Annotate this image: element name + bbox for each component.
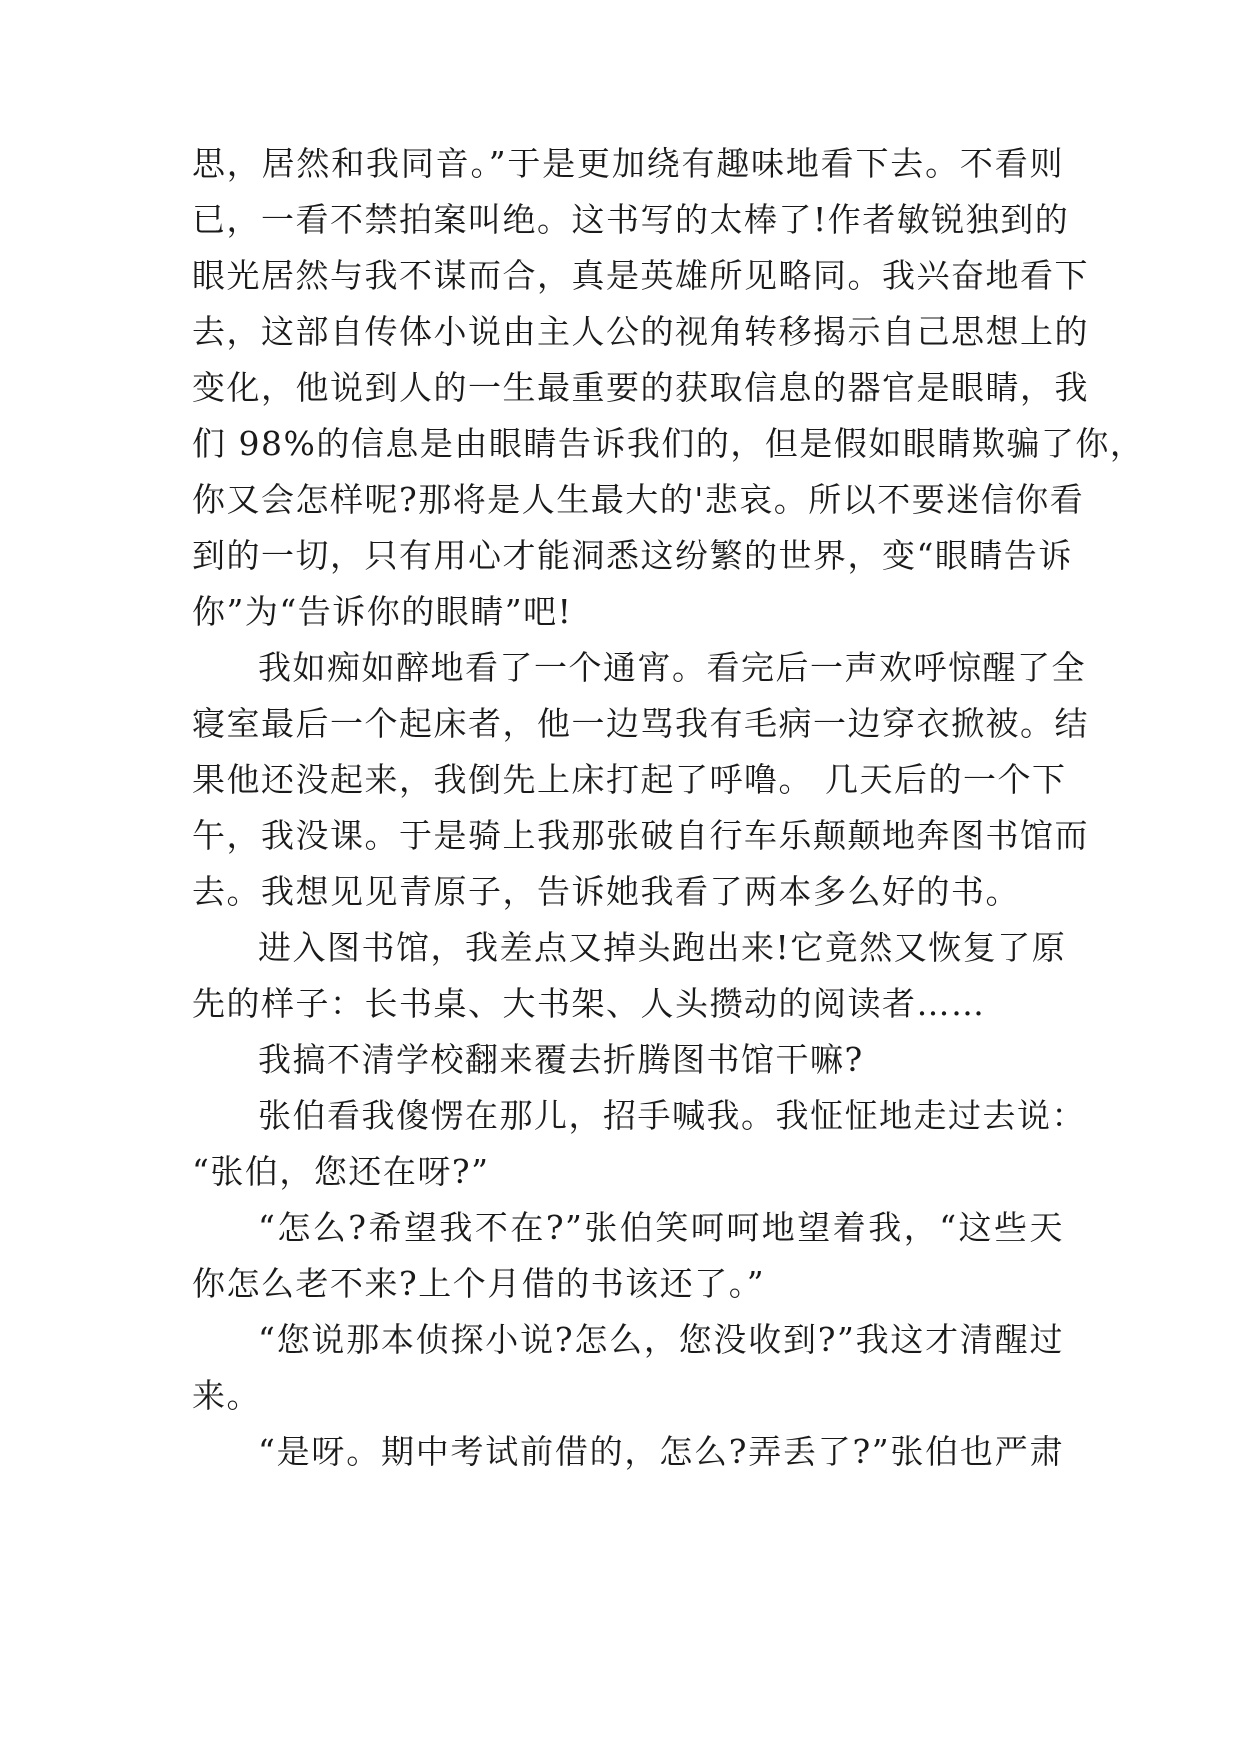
text-line: 思，居然和我同音。”于是更加绕有趣味地看下去。不看则	[192, 144, 1064, 183]
text-line: 眼光居然与我不谋而合，真是英雄所见略同。我兴奋地看下	[192, 256, 1089, 295]
text-line: 寝室最后一个起床者，他一边骂我有毛病一边穿衣掀被。结	[192, 704, 1089, 743]
text-line: 去。我想见见青原子，告诉她我看了两本多么好的书。	[192, 872, 1020, 911]
text-line: 你又会怎样呢?那将是人生最大的'悲哀。所以不要迷信你看	[192, 480, 1085, 519]
text-line: 我如痴如醉地看了一个通宵。看完后一声欢呼惊醒了全	[258, 648, 1086, 687]
text-line: 到的一切，只有用心才能洞悉这纷繁的世界，变“眼睛告诉	[192, 536, 1073, 575]
text-line: 果他还没起来，我倒先上床打起了呼噜。 几天后的一个下	[192, 760, 1067, 799]
text-line: 午，我没课。于是骑上我那张破自行车乐颠颠地奔图书馆而	[192, 816, 1089, 855]
text-line: “怎么?希望我不在?”张伯笑呵呵地望着我，“这些天	[258, 1208, 1064, 1247]
text-line: “张伯，您还在呀?”	[192, 1152, 490, 1191]
text-line: “是呀。期中考试前借的，怎么?弄丢了?”张伯也严肃	[258, 1432, 1064, 1471]
text-line: 们 98%的信息是由眼睛告诉我们的，但是假如眼睛欺骗了你，	[192, 424, 1145, 463]
text-line: 你”为“告诉你的眼睛”吧!	[192, 592, 573, 631]
text-line: 去，这部自传体小说由主人公的视角转移揭示自己思想上的	[192, 312, 1089, 351]
text-line: 先的样子：长书桌、大书架、人头攒动的阅读者……	[192, 984, 986, 1023]
text-line: 变化，他说到人的一生最重要的获取信息的器官是眼睛，我	[192, 368, 1089, 407]
text-line: 来。	[192, 1376, 261, 1415]
text-line: 我搞不清学校翻来覆去折腾图书馆干嘛?	[258, 1040, 864, 1079]
text-line: 已，一看不禁拍案叫绝。这书写的太棒了!作者敏锐独到的	[192, 200, 1070, 239]
text-line: “您说那本侦探小说?怎么，您没收到?”我这才清醒过	[258, 1320, 1064, 1359]
text-line: 进入图书馆，我差点又掉头跑出来!它竟然又恢复了原	[258, 928, 1067, 967]
text-line: 张伯看我傻愣在那儿，招手喊我。我怔怔地走过去说：	[258, 1096, 1086, 1135]
text-line: 你怎么老不来?上个月借的书该还了。”	[192, 1264, 766, 1303]
